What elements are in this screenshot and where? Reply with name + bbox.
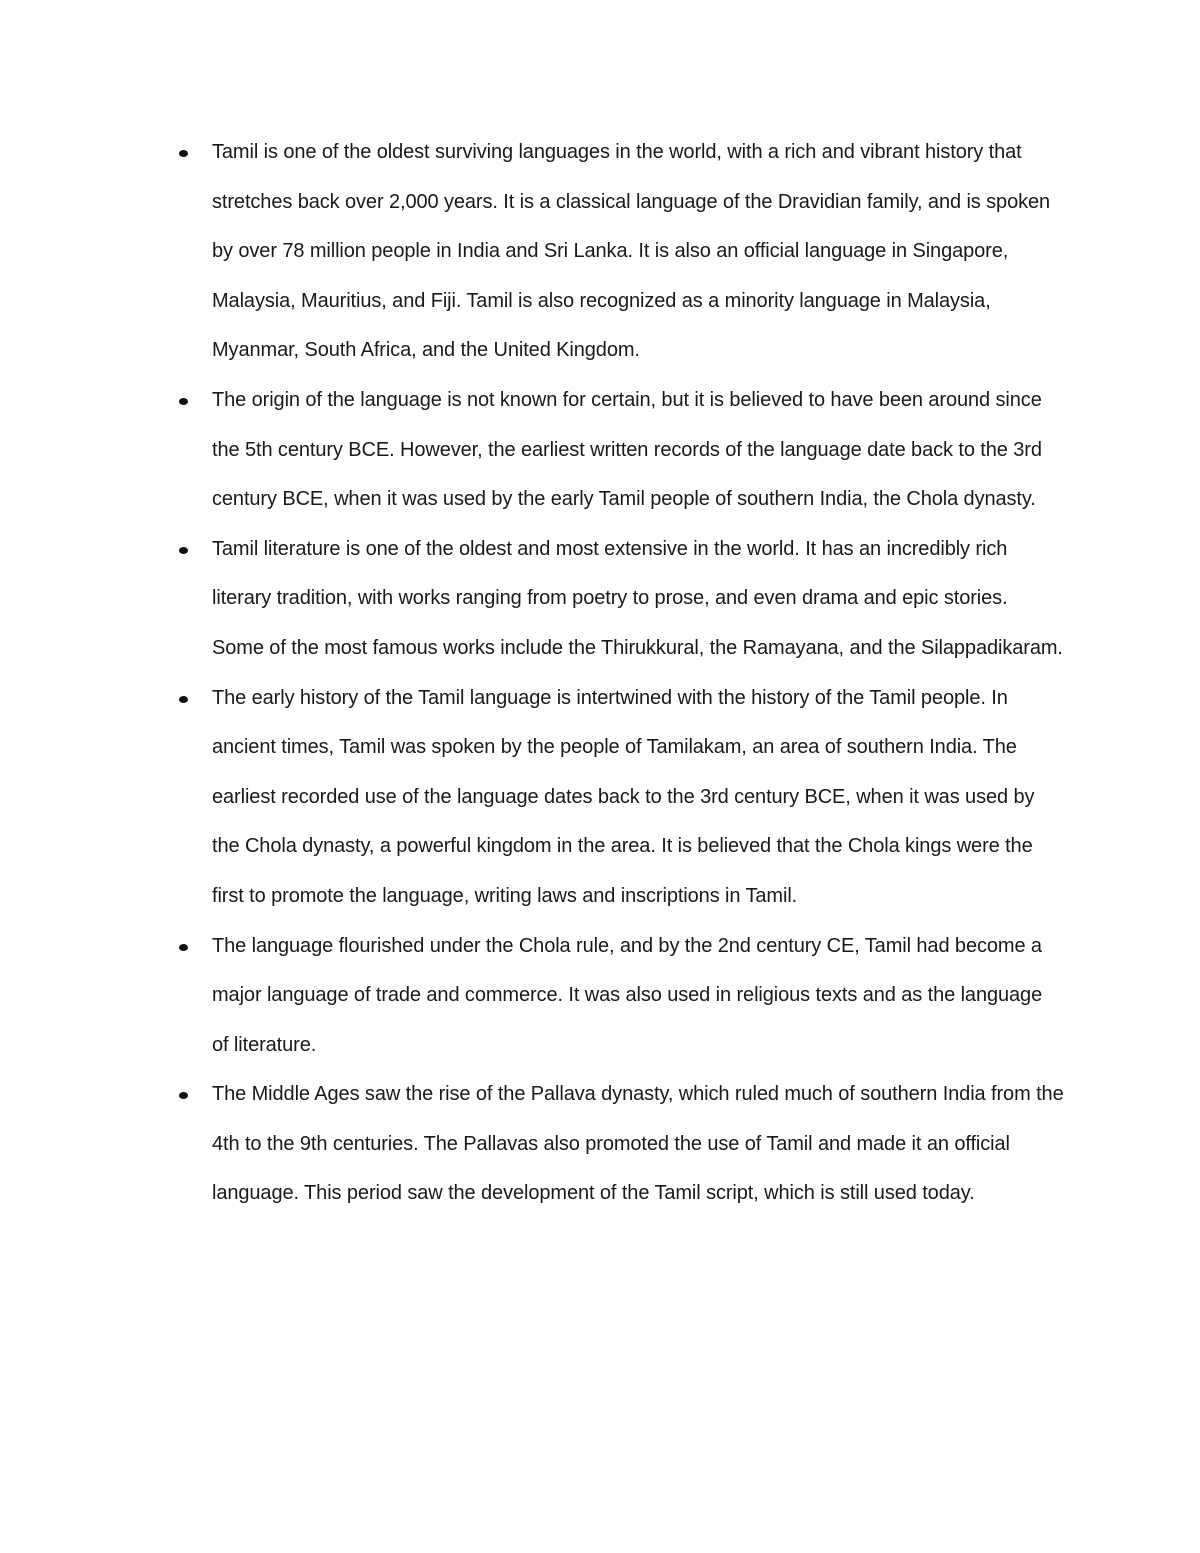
bullet-icon	[179, 1092, 188, 1099]
list-item-text: The origin of the language is not known for certain, but it is believed to have been around since the 5th century BCE. However, the earliest written records of the language date back to the 3rd century BCE, when it was used by the early Tamil people of southern India, the Chola dynasty.	[212, 388, 1042, 511]
list-item-text: The early history of the Tamil language is intertwined with the history of the Tamil people. In ancient times, Tamil was spoken by the people of Tamilakam, an area of southern India. The earliest recorded use of the language dates back to the 3rd century BCE, when it was used by the Chola dynasty, a powerful kingdom in the area. It is believed that the Chola kings were the first to promote the language, writing laws and inscriptions in Tamil.	[212, 686, 1035, 907]
bullet-icon	[179, 944, 188, 951]
list-item	[212, 1070, 1064, 1219]
list-item-text: Tamil literature is one of the oldest and most extensive in the world. It has an incredibly rich literary tradition, with works ranging from poetry to prose, and even drama and epic stories. Some of the most famous works include the Thirukkural, the Ramayana, and the Silappadikaram.	[212, 537, 1063, 659]
list-item	[212, 128, 1064, 376]
bullet-list	[212, 128, 1064, 1219]
list-item	[212, 525, 1064, 674]
list-item-text: Tamil is one of the oldest surviving languages in the world, with a rich and vibrant history that stretches back over 2,000 years. It is a classical language of the Dravidian family, and is spoken by over 78 million people in India and Sri Lanka. It is also an official language in Singapore, Malaysia, Mauritius, and Fiji. Tamil is also recognized as a minority language in Malaysia, Myanmar, South Africa, and the United Kingdom.	[212, 141, 1051, 362]
list-item-text: The Middle Ages saw the rise of the Pallava dynasty, which ruled much of southern India from the 4th to the 9th centuries. The Pallavas also promoted the use of Tamil and made it an official language. This period saw the development of the Tamil script, which is still used today.	[212, 1083, 1064, 1205]
list-item	[212, 376, 1064, 525]
bullet-icon	[179, 547, 188, 554]
list-item-text: The language flourished under the Chola rule, and by the 2nd century CE, Tamil had become a major language of trade and commerce. It was also used in religious texts and as the language of literature.	[212, 934, 1043, 1056]
list-item	[212, 674, 1064, 922]
bullet-icon	[179, 150, 188, 157]
list-item	[212, 922, 1064, 1071]
bullet-icon	[179, 398, 188, 405]
bullet-icon	[179, 696, 188, 703]
